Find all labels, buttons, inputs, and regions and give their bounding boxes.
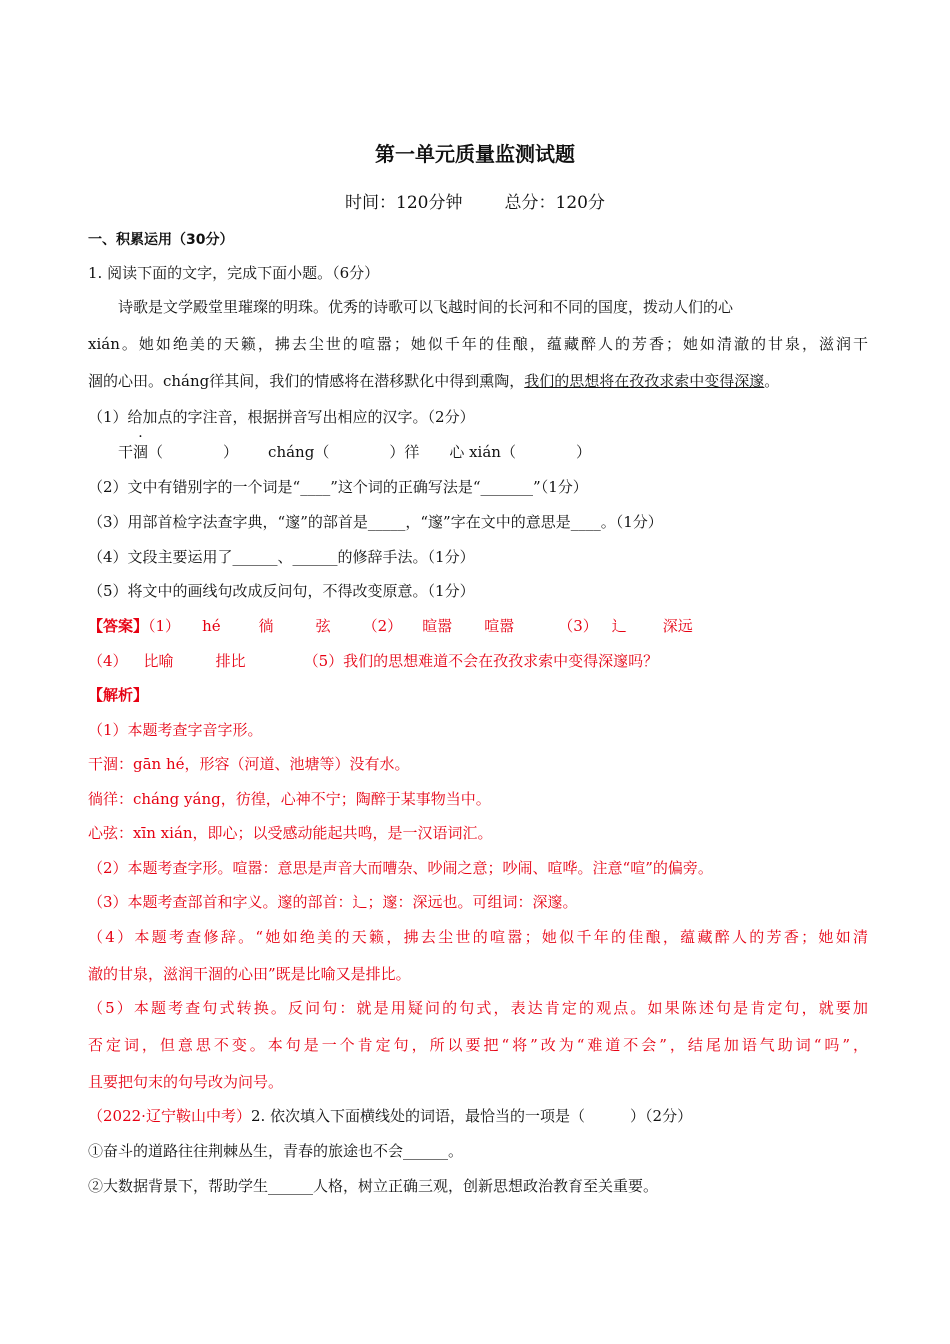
answer-item: 喧嚣 bbox=[484, 617, 515, 635]
section-heading: 一、积累运用（30分） bbox=[88, 232, 234, 248]
answer-item: hé bbox=[202, 617, 221, 635]
blank-a-paren: （ ） bbox=[148, 443, 239, 461]
passage-line-2: xián。她如绝美的天籁，拂去尘世的喧嚣；她似千年的佳酿，蕴藏醉人的芳香；她如清澈的甘泉，滋润干 bbox=[88, 335, 868, 353]
blank-c: 心 xián（ ） bbox=[449, 443, 591, 461]
q1-sub5: （5）将文中的画线句改成反问句，不得改变原意。（1分） bbox=[88, 582, 475, 600]
q1-sub3: （3）用部首检字法查字典，“邃”的部首是_____，“邃”字在文中的意思是____。（1分） bbox=[88, 513, 663, 531]
answer-line-2 bbox=[88, 650, 868, 672]
answer-item: 徜 bbox=[258, 617, 274, 635]
answer-item: （1） bbox=[148, 617, 181, 635]
blank-b: cháng（ ）徉 bbox=[268, 443, 420, 461]
q2-sentence-1: ①奋斗的道路往往荆棘丛生，青春的旅途也不会______。 bbox=[88, 1142, 464, 1160]
q1-sub1: （1）给加点的字注音，根据拼音写出相应的汉字。（2分） bbox=[88, 408, 475, 426]
analysis-label: 【解析】 bbox=[88, 686, 149, 704]
q2-stem bbox=[88, 1105, 868, 1127]
q1-stem: 1. 阅读下面的文字，完成下面小题。（6分） bbox=[88, 264, 380, 282]
answer-label: 【答案】 bbox=[88, 617, 149, 635]
q2-source: （2022·辽宁鞍山中考） bbox=[88, 1107, 251, 1125]
answer-item: （5）我们的思想难道不会在孜孜求索中变得深邃吗？ bbox=[303, 652, 659, 670]
analysis-line: 干涸：gān hé，形容（河道、池塘等）没有水。 bbox=[88, 755, 410, 773]
analysis-line: 且要把句末的句号改为问号。 bbox=[88, 1073, 284, 1091]
analysis-line: 否定词，但意思不变。本句是一个肯定句，所以要把“将”改为“难道不会”，结尾加语气助词“吗”， bbox=[88, 1036, 868, 1054]
time-limit: 时间：120分钟 bbox=[345, 193, 463, 213]
analysis-line: （2）本题考查字形。喧嚣：意思是声音大而嘈杂、吵闹之意；吵闹、喧哗。注意“喧”的偏旁。 bbox=[88, 859, 713, 877]
answer-item: （3） bbox=[558, 617, 598, 635]
blank-a bbox=[118, 443, 238, 461]
analysis-line: （3）本题考查部首和字义。邃的部首：辶；邃：深远也。可组词：深邃。 bbox=[88, 893, 578, 911]
analysis-line: （1）本题考查字音字形。 bbox=[88, 721, 263, 739]
analysis-line: （4）本题考查修辞。“她如绝美的天籁，拂去尘世的喧嚣；她似千年的佳酿，蕴藏醉人的芳香；她如清 bbox=[88, 928, 868, 946]
analysis-line: 澈的甘泉，滋润干涸的心田”既是比喻又是排比。 bbox=[88, 965, 411, 983]
q2-text: 2. 依次填入下面横线处的词语，最恰当的一项是（ ）（2分） bbox=[250, 1107, 693, 1125]
answer-item: （4） bbox=[88, 652, 128, 670]
answer-item: 比喻 bbox=[143, 652, 174, 670]
blank-a-char: 干 bbox=[118, 443, 134, 461]
answer-item: 深远 bbox=[662, 617, 693, 635]
analysis-line: 徜徉：cháng yáng，彷徨，心神不宁；陶醉于某事物当中。 bbox=[88, 790, 491, 808]
answer-item: 暄嚣 bbox=[422, 617, 453, 635]
dotted-char: 涸 bbox=[133, 443, 149, 461]
q1-sub4: （4）文段主要运用了______、______的修辞手法。（1分） bbox=[88, 548, 475, 566]
analysis-line: （5）本题考查句式转换。反问句：就是用疑问的句式，表达肯定的观点。如果陈述句是肯定句，就要加 bbox=[88, 999, 868, 1017]
answer-item: 辶 bbox=[611, 617, 627, 635]
passage-line-3 bbox=[88, 370, 868, 392]
analysis-line: 心弦：xīn xián，即心；以受感动能起共鸣，是一汉语词汇。 bbox=[88, 824, 493, 842]
answer-line-1 bbox=[88, 615, 868, 637]
page-title: 第一单元质量监测试题 bbox=[375, 142, 575, 166]
answer-item: 弦 bbox=[315, 617, 331, 635]
passage-line-3-end: 。 bbox=[764, 372, 780, 390]
q1-sub1-blanks bbox=[118, 441, 898, 463]
passage-line-3-text: 涸的心田。cháng徉其间，我们的情感将在潜移默化中得到熏陶， bbox=[88, 372, 525, 390]
exam-meta bbox=[0, 188, 950, 213]
underlined-sentence: 我们的思想将在孜孜求索中变得深邃 bbox=[524, 372, 765, 390]
q2-sentence-2: ②大数据背景下，帮助学生______人格，树立正确三观，创新思想政治教育至关重要。 bbox=[88, 1177, 659, 1195]
q1-sub2: （2）文中有错别字的一个词是“____”这个词的正确写法是“_______”（1分） bbox=[88, 478, 588, 496]
answer-item: （2） bbox=[362, 617, 403, 635]
answer-item: 排比 bbox=[215, 652, 246, 670]
total-score: 总分：120分 bbox=[504, 193, 605, 213]
passage-line-1: 诗歌是文学殿堂里璀璨的明珠。优秀的诗歌可以飞越时间的长河和不同的国度，拨动人们的心 bbox=[118, 298, 734, 316]
